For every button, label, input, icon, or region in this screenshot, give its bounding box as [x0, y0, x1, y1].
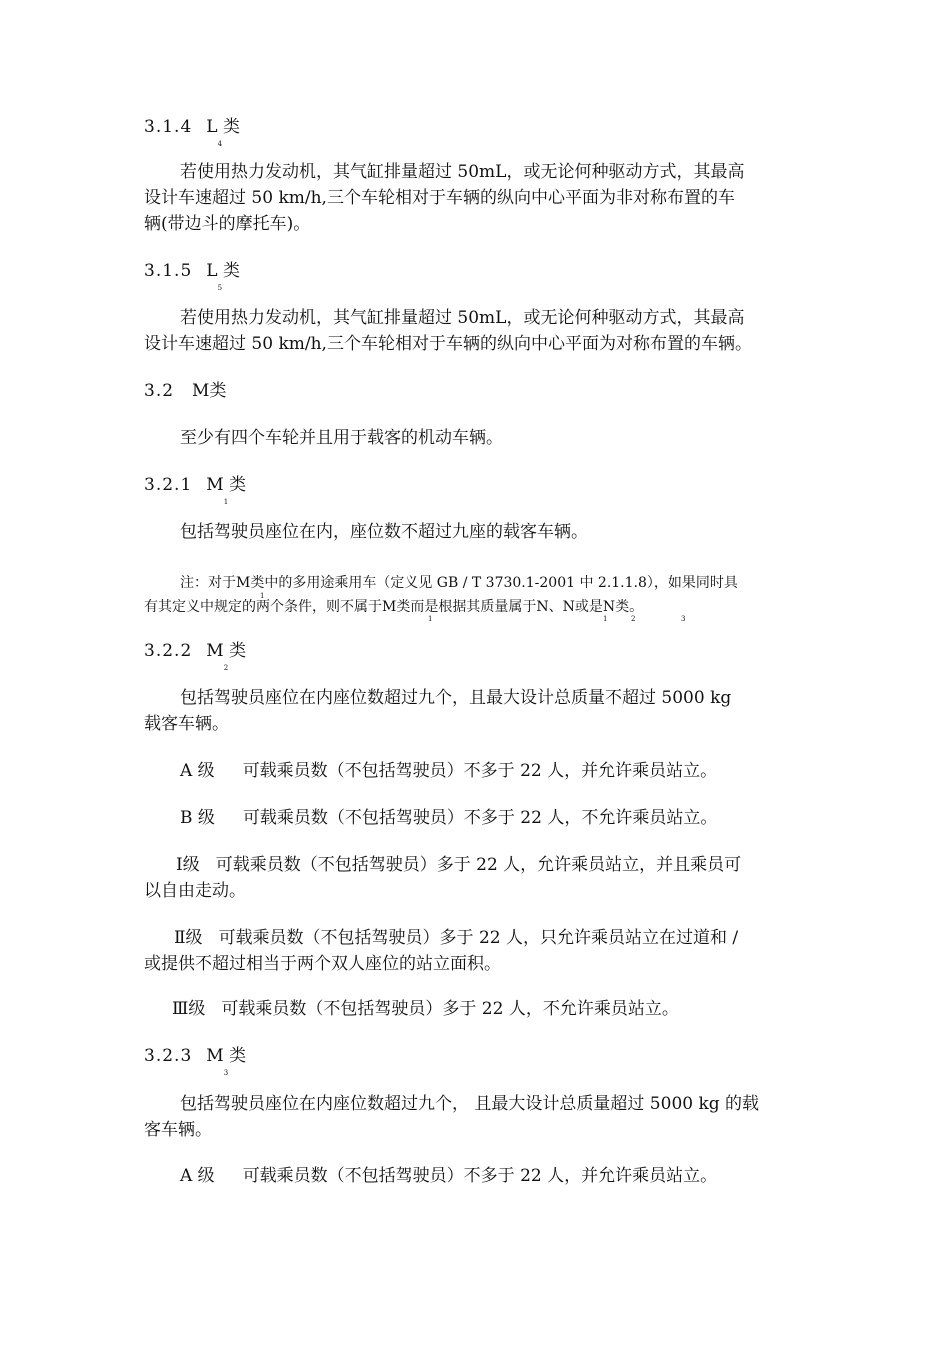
- section-number: 3.2.3: [144, 1046, 193, 1066]
- class-iii-line: [172, 999, 679, 1019]
- category-letter: L: [206, 117, 218, 137]
- section-number: 3.1.4: [144, 117, 193, 137]
- section-3-1-5-heading: [144, 261, 241, 292]
- category-subscript: 4: [217, 140, 223, 148]
- class-text: 可载乘员数（不包括驾驶员）不多于 22 人，并允许乘员站立。: [242, 1166, 718, 1186]
- paragraph-line: 设计车速超过 50 km/h,三个车轮相对于车辆的纵向中心平面为对称布置的车辆。: [144, 334, 752, 354]
- category-subscript: 5: [217, 284, 223, 292]
- category-suffix: 类: [229, 641, 247, 661]
- paragraph-line: 辆(带边斗的摩托车)。: [144, 214, 311, 234]
- class-a-line: [180, 1166, 717, 1186]
- class-label: Ⅰ级: [176, 855, 200, 875]
- paragraph-line: 载客车辆。: [144, 714, 229, 734]
- section-number: 3.2: [144, 381, 175, 401]
- note-subscript-n1: 1: [603, 615, 608, 623]
- category-letter: M: [206, 1046, 224, 1066]
- class-text: 可载乘员数（不包括驾驶员）不多于 22 人，并允许乘员站立。: [242, 761, 718, 781]
- paragraph-line: 至少有四个车轮并且用于载客的机动车辆。: [180, 428, 503, 448]
- category-letter: L: [206, 261, 218, 281]
- class-b-line: [180, 808, 717, 828]
- class-label: A 级: [180, 761, 215, 781]
- category-suffix: 类: [223, 117, 241, 137]
- paragraph-line: 若使用热力发动机，其气缸排量超过 50mL，或无论何种驱动方式，其最高: [180, 162, 745, 182]
- category-subscript: 2: [223, 664, 229, 672]
- class-text: 可载乘员数（不包括驾驶员）多于 22 人，不允许乘员站立。: [221, 999, 679, 1019]
- note-line-1: 注：对于M类中的多用途乘用车（定义见 GB / T 3730.1-2001 中 2.1.1.8），如果同时具: [180, 575, 738, 591]
- category-subscript: 1: [223, 498, 229, 506]
- category-suffix: 类: [223, 261, 241, 281]
- category-suffix: 类: [229, 1046, 247, 1066]
- paragraph-line: 包括驾驶员座位在内座位数超过九个， 且最大设计总质量超过 5000 kg 的载: [180, 1094, 760, 1114]
- paragraph-line: 包括驾驶员座位在内座位数超过九个，且最大设计总质量不超过 5000 kg: [180, 688, 732, 708]
- note-line-2: 有其定义中规定的两个条件，则不属于M类而是根据其质量属于N、N或是N类。: [144, 599, 644, 615]
- section-number: 3.1.5: [144, 261, 193, 281]
- section-3-2-2-heading: [144, 641, 247, 672]
- note-subscript-m: 1: [428, 615, 433, 623]
- paragraph-line: 设计车速超过 50 km/h,三个车轮相对于车辆的纵向中心平面为非对称布置的车: [144, 188, 735, 208]
- class-text: 可载乘员数（不包括驾驶员）不多于 22 人，不允许乘员站立。: [242, 808, 718, 828]
- section-number: 3.2.2: [144, 641, 193, 661]
- paragraph-line: 包括驾驶员座位在内，座位数不超过九座的载客车辆。: [180, 522, 588, 542]
- class-label: B 级: [180, 808, 215, 828]
- section-3-2-heading: [144, 381, 226, 401]
- class-text: 可载乘员数（不包括驾驶员）多于 22 人，允许乘员站立，并且乘员可: [215, 855, 742, 875]
- paragraph-line: 以自由走动。: [144, 881, 246, 901]
- class-label: A 级: [180, 1166, 215, 1186]
- category-suffix: 类: [229, 475, 247, 495]
- section-number: 3.2.1: [144, 475, 193, 495]
- paragraph-line: 客车辆。: [144, 1120, 212, 1140]
- paragraph-line: 或提供不超过相当于两个双人座位的站立面积。: [144, 954, 501, 974]
- paragraph-line: 若使用热力发动机，其气缸排量超过 50mL，或无论何种驱动方式，其最高: [180, 308, 745, 328]
- section-3-1-4-heading: [144, 117, 241, 148]
- class-a-line: [180, 761, 717, 781]
- category-letter: M: [206, 475, 224, 495]
- class-text: 可载乘员数（不包括驾驶员）多于 22 人，只允许乘员站立在过道和 /: [218, 928, 739, 948]
- note-subscript: 1: [260, 592, 265, 600]
- class-ii-line: [174, 928, 738, 948]
- category-letter: M: [206, 641, 224, 661]
- section-title: M类: [192, 381, 227, 401]
- category-subscript: 3: [223, 1069, 229, 1077]
- note-subscript-n3: 3: [681, 615, 686, 623]
- class-i-line: [176, 855, 741, 875]
- note-subscript-n2: 2: [631, 615, 636, 623]
- class-label: Ⅲ级: [172, 999, 206, 1019]
- section-3-2-1-heading: [144, 475, 247, 506]
- section-3-2-3-heading: [144, 1046, 247, 1077]
- class-label: Ⅱ级: [174, 928, 203, 948]
